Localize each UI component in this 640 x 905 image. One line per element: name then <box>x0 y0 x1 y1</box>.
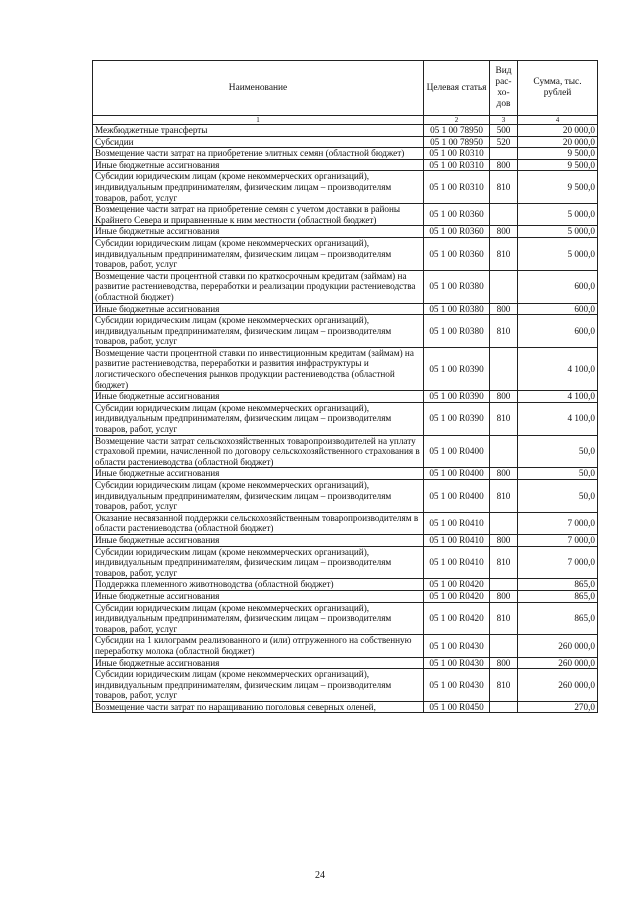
row-name: Возмещение части процентной ставки по инвестиционным кредитам (займам) на развитие растениеводства, переработки и развития инфраструктуры и логистического обеспечения рынков продукции растениеводства (областной бюджет) <box>93 347 424 390</box>
row-name: Возмещение части процентной ставки по краткосрочным кредитам (займам) на развитие растениеводства, переработки и реализации продукции растениеводства (областной бюджет) <box>93 270 424 303</box>
row-name: Субсидии юридическим лицам (кроме некоммерческих организаций), индивидуальным предпринимателям, физическим лицам – производителям товаров, работ, услуг <box>93 546 424 579</box>
table-row <box>93 391 598 403</box>
row-sum: 600,0 <box>518 303 598 315</box>
row-target-article: 05 1 00 R0390 <box>424 391 490 403</box>
table-row <box>93 148 598 160</box>
row-target-article: 05 1 00 R0390 <box>424 347 490 390</box>
row-target-article: 05 1 00 R0450 <box>424 701 490 713</box>
row-name: Субсидии юридическим лицам (кроме некоммерческих организаций), индивидуальным предпринимателям, физическим лицам – производителям товаров, работ, услуг <box>93 237 424 270</box>
row-target-article: 05 1 00 R0360 <box>424 204 490 226</box>
table-row <box>93 226 598 238</box>
row-expense-kind: 810 <box>490 315 518 348</box>
row-name: Субсидии юридическим лицам (кроме некоммерческих организаций), индивидуальным предпринимателям, физическим лицам – производителям товаров, работ, услуг <box>93 315 424 348</box>
row-expense-kind: 810 <box>490 602 518 635</box>
table-row <box>93 204 598 226</box>
table-row <box>93 125 598 137</box>
row-sum: 865,0 <box>518 579 598 591</box>
row-sum: 5 000,0 <box>518 204 598 226</box>
row-sum: 865,0 <box>518 602 598 635</box>
row-target-article: 05 1 00 R0420 <box>424 579 490 591</box>
row-name: Поддержка племенного животноводства (областной бюджет) <box>93 579 424 591</box>
row-name: Иные бюджетные ассигнования <box>93 303 424 315</box>
row-name: Субсидии <box>93 136 424 148</box>
table-row <box>93 635 598 657</box>
table-row <box>93 435 598 468</box>
row-name: Субсидии на 1 килограмм реализованного и (или) отгруженного на собственную переработку молока (областной бюджет) <box>93 635 424 657</box>
row-expense-kind: 810 <box>490 171 518 204</box>
row-name: Возмещение части затрат на приобретение элитных семян (областной бюджет) <box>93 148 424 160</box>
row-name: Иные бюджетные ассигнования <box>93 391 424 403</box>
table-row <box>93 402 598 435</box>
row-target-article: 05 1 00 R0360 <box>424 226 490 238</box>
row-target-article: 05 1 00 R0430 <box>424 669 490 702</box>
row-name: Иные бюджетные ассигнования <box>93 226 424 238</box>
table-row <box>93 590 598 602</box>
row-sum: 600,0 <box>518 270 598 303</box>
row-target-article: 05 1 00 R0400 <box>424 480 490 513</box>
row-expense-kind: 810 <box>490 480 518 513</box>
table-row <box>93 237 598 270</box>
column-number: 2 <box>424 116 490 125</box>
table-header-row <box>93 61 598 116</box>
row-target-article: 05 1 00 R0310 <box>424 148 490 160</box>
header-expense-kind: Вид рас- хо- дов <box>490 61 518 116</box>
column-number-row <box>93 116 598 125</box>
row-name: Иные бюджетные ассигнования <box>93 159 424 171</box>
row-sum: 9 500,0 <box>518 159 598 171</box>
row-target-article: 05 1 00 R0430 <box>424 657 490 669</box>
row-target-article: 05 1 00 R0420 <box>424 590 490 602</box>
row-expense-kind: 810 <box>490 402 518 435</box>
column-number: 1 <box>93 116 424 125</box>
row-sum: 9 500,0 <box>518 171 598 204</box>
row-name: Возмещение части затрат сельскохозяйственных товаропроизводителей на уплату страховой премии, начисленной по договору сельскохозяйственного страхования в области растениеводства (областной бюджет) <box>93 435 424 468</box>
row-target-article: 05 1 00 R0380 <box>424 315 490 348</box>
column-number: 4 <box>518 116 598 125</box>
row-name: Субсидии юридическим лицам (кроме некоммерческих организаций), индивидуальным предпринимателям, физическим лицам – производителям товаров, работ, услуг <box>93 171 424 204</box>
row-target-article: 05 1 00 R0390 <box>424 402 490 435</box>
row-target-article: 05 1 00 R0380 <box>424 303 490 315</box>
row-expense-kind: 800 <box>490 303 518 315</box>
table-row <box>93 602 598 635</box>
row-expense-kind <box>490 435 518 468</box>
row-name: Субсидии юридическим лицам (кроме некоммерческих организаций), индивидуальным предпринимателям, физическим лицам – производителям товаров, работ, услуг <box>93 402 424 435</box>
row-expense-kind <box>490 512 518 534</box>
row-sum: 20 000,0 <box>518 125 598 137</box>
row-target-article: 05 1 00 R0410 <box>424 546 490 579</box>
table-row <box>93 546 598 579</box>
table-row <box>93 315 598 348</box>
row-expense-kind: 810 <box>490 546 518 579</box>
table-body <box>93 125 598 713</box>
row-target-article: 05 1 00 R0400 <box>424 435 490 468</box>
row-expense-kind <box>490 635 518 657</box>
row-target-article: 05 1 00 R0310 <box>424 159 490 171</box>
row-sum: 20 000,0 <box>518 136 598 148</box>
table-row <box>93 468 598 480</box>
header-sum: Сумма, тыс. рублей <box>518 61 598 116</box>
row-sum: 7 000,0 <box>518 546 598 579</box>
header-name: Наименование <box>93 61 424 116</box>
row-name: Иные бюджетные ассигнования <box>93 590 424 602</box>
column-number: 3 <box>490 116 518 125</box>
row-expense-kind <box>490 347 518 390</box>
row-sum: 865,0 <box>518 590 598 602</box>
row-expense-kind: 810 <box>490 237 518 270</box>
row-expense-kind: 800 <box>490 590 518 602</box>
row-target-article: 05 1 00 78950 <box>424 125 490 137</box>
row-target-article: 05 1 00 R0410 <box>424 512 490 534</box>
row-expense-kind: 500 <box>490 125 518 137</box>
row-sum: 4 100,0 <box>518 347 598 390</box>
row-expense-kind: 800 <box>490 534 518 546</box>
row-sum: 4 100,0 <box>518 402 598 435</box>
row-name: Субсидии юридическим лицам (кроме некоммерческих организаций), индивидуальным предпринимателям, физическим лицам – производителям товаров, работ, услуг <box>93 480 424 513</box>
row-expense-kind <box>490 148 518 160</box>
row-target-article: 05 1 00 78950 <box>424 136 490 148</box>
document-page <box>92 60 597 713</box>
row-sum: 5 000,0 <box>518 237 598 270</box>
row-target-article: 05 1 00 R0420 <box>424 602 490 635</box>
table-row <box>93 579 598 591</box>
row-sum: 50,0 <box>518 468 598 480</box>
table-row <box>93 657 598 669</box>
row-sum: 50,0 <box>518 480 598 513</box>
row-expense-kind: 800 <box>490 226 518 238</box>
row-name: Межбюджетные трансферты <box>93 125 424 137</box>
row-expense-kind: 810 <box>490 669 518 702</box>
row-expense-kind <box>490 701 518 713</box>
row-sum: 600,0 <box>518 315 598 348</box>
table-row <box>93 534 598 546</box>
row-name: Иные бюджетные ассигнования <box>93 468 424 480</box>
row-target-article: 05 1 00 R0360 <box>424 237 490 270</box>
row-sum: 7 000,0 <box>518 512 598 534</box>
row-expense-kind: 800 <box>490 657 518 669</box>
row-target-article: 05 1 00 R0310 <box>424 171 490 204</box>
table-row <box>93 480 598 513</box>
table-row <box>93 171 598 204</box>
row-expense-kind <box>490 204 518 226</box>
row-target-article: 05 1 00 R0380 <box>424 270 490 303</box>
table-row <box>93 136 598 148</box>
row-expense-kind: 520 <box>490 136 518 148</box>
row-name: Субсидии юридическим лицам (кроме некоммерческих организаций), индивидуальным предпринимателям, физическим лицам – производителям товаров, работ, услуг <box>93 602 424 635</box>
row-expense-kind <box>490 579 518 591</box>
row-sum: 270,0 <box>518 701 598 713</box>
row-sum: 50,0 <box>518 435 598 468</box>
row-expense-kind: 800 <box>490 159 518 171</box>
row-target-article: 05 1 00 R0430 <box>424 635 490 657</box>
page-number: 24 <box>315 870 325 881</box>
row-expense-kind: 800 <box>490 468 518 480</box>
table-row <box>93 347 598 390</box>
row-sum: 260 000,0 <box>518 669 598 702</box>
row-target-article: 05 1 00 R0410 <box>424 534 490 546</box>
row-name: Иные бюджетные ассигнования <box>93 657 424 669</box>
row-expense-kind <box>490 270 518 303</box>
row-expense-kind: 800 <box>490 391 518 403</box>
row-name: Субсидии юридическим лицам (кроме некоммерческих организаций), индивидуальным предпринимателям, физическим лицам – производителям товаров, работ, услуг <box>93 669 424 702</box>
table-row <box>93 270 598 303</box>
row-name: Возмещение части затрат по наращиванию поголовья северных оленей, <box>93 701 424 713</box>
row-sum: 5 000,0 <box>518 226 598 238</box>
row-sum: 4 100,0 <box>518 391 598 403</box>
header-target-article: Целевая статья <box>424 61 490 116</box>
table-row <box>93 669 598 702</box>
table-row <box>93 159 598 171</box>
table-row <box>93 701 598 713</box>
budget-table <box>92 60 598 713</box>
row-sum: 260 000,0 <box>518 657 598 669</box>
row-sum: 9 500,0 <box>518 148 598 160</box>
row-name: Иные бюджетные ассигнования <box>93 534 424 546</box>
row-name: Оказание несвязанной поддержки сельскохозяйственным товаропроизводителям в области растениеводства (областной бюджет) <box>93 512 424 534</box>
table-row <box>93 303 598 315</box>
row-target-article: 05 1 00 R0400 <box>424 468 490 480</box>
row-sum: 7 000,0 <box>518 534 598 546</box>
table-row <box>93 512 598 534</box>
row-sum: 260 000,0 <box>518 635 598 657</box>
row-name: Возмещение части затрат на приобретение семян с учетом доставки в районы Крайнего Севера и приравненные к ним местности (областной бюджет) <box>93 204 424 226</box>
